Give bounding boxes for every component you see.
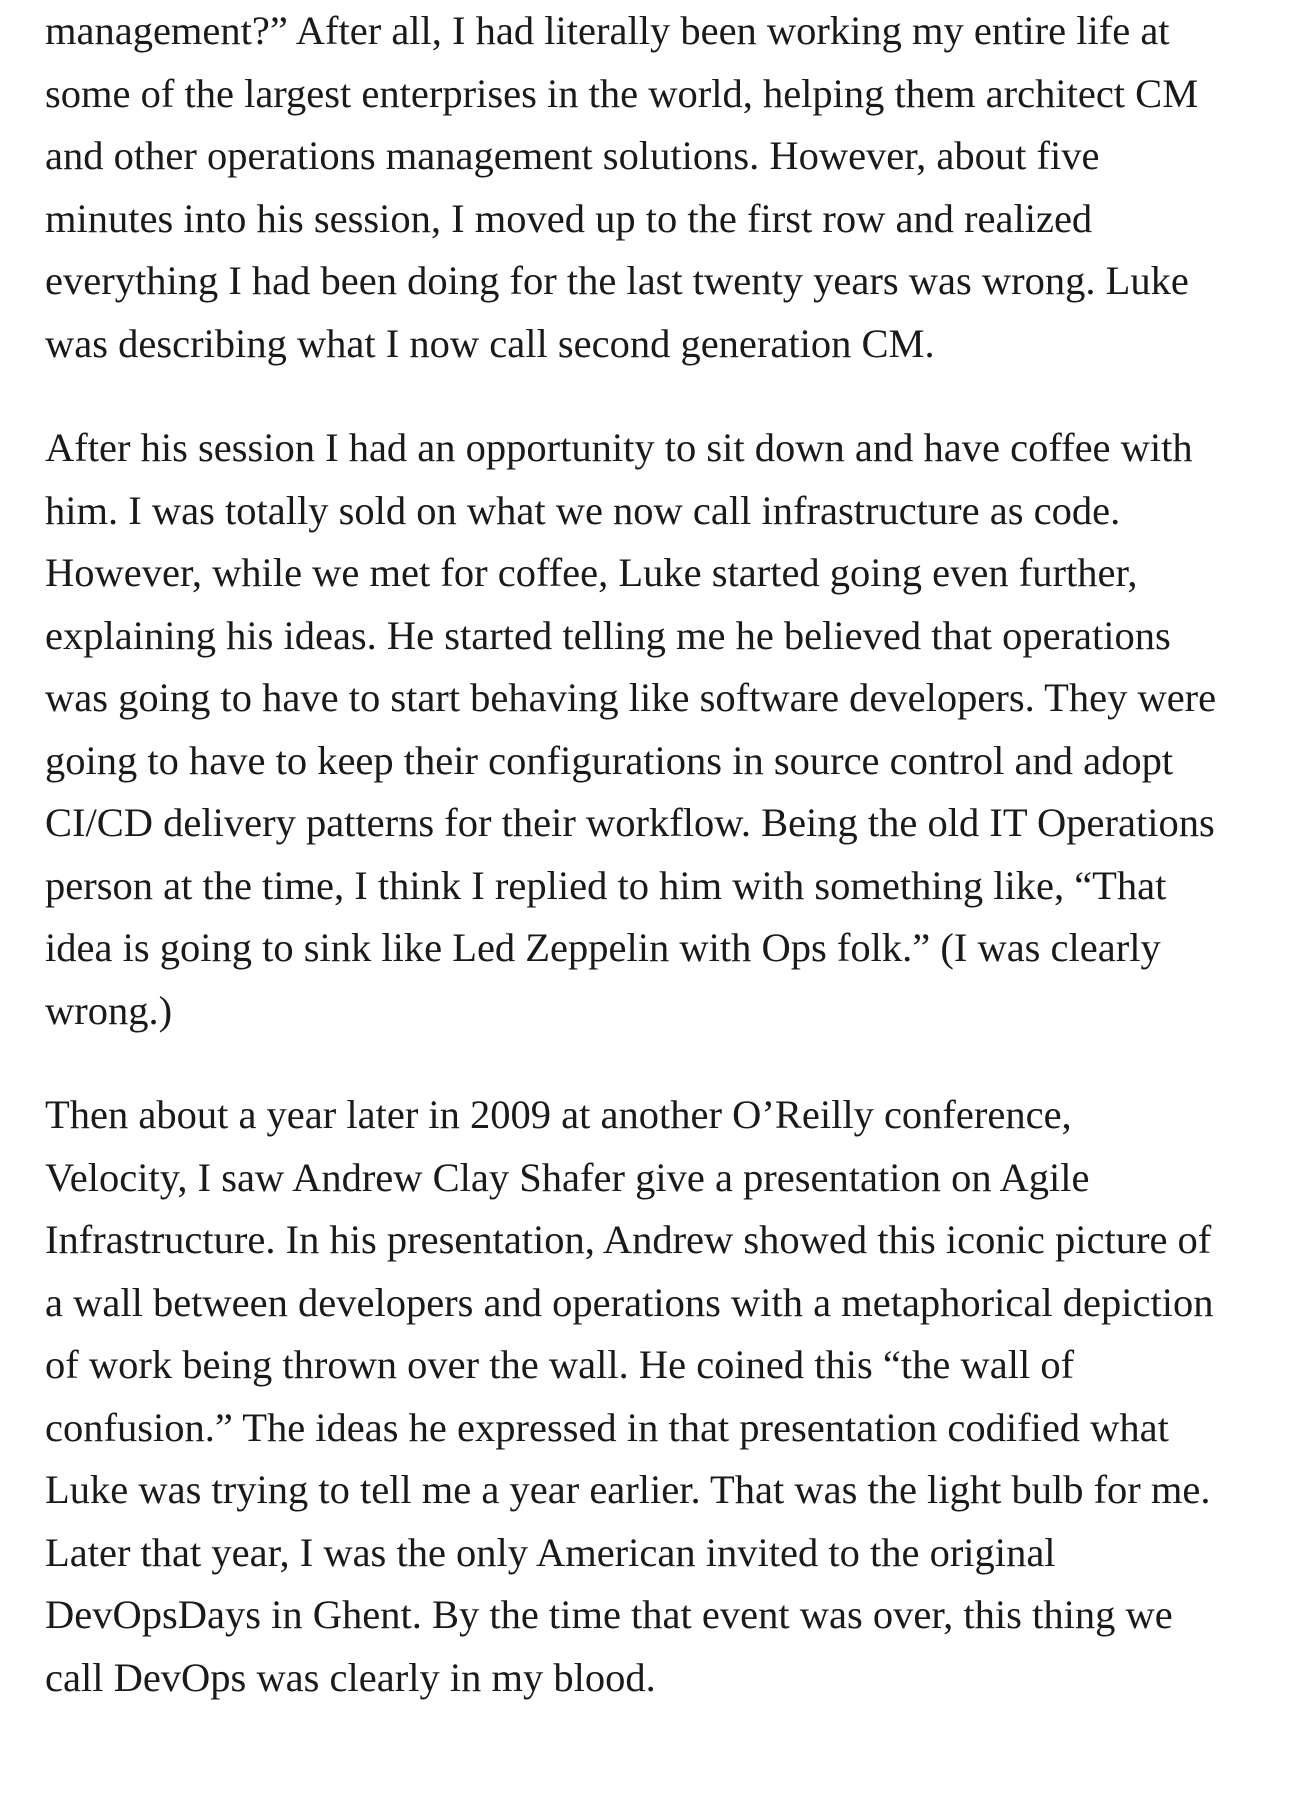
paragraph-2: [45, 417, 1270, 1042]
text-line: of work being thrown over the wall. He coined this “the wall of: [45, 1342, 1075, 1387]
text-line: going to have to keep their configurations in source control and adopt: [45, 737, 1174, 783]
text-line: confusion.” The ideas he expressed in that presentation codified what: [45, 1404, 1169, 1450]
text-line: everything I had been doing for the last twenty years was wrong. Luke: [45, 258, 1189, 303]
text-line: person at the time, I think I replied to him with something like, “That: [45, 862, 1167, 908]
text-line: Infrastructure. In his presentation, Andrew showed this iconic picture of: [45, 1217, 1212, 1262]
text-line: him. I was totally sold on what we now call infrastructure as code.: [45, 487, 1121, 533]
paragraph-3: [45, 1084, 1270, 1709]
text-line: CI/CD delivery patterns for their workflow. Being the old IT Operations: [45, 800, 1215, 845]
text-line: and other operations management solutions. However, about five: [45, 133, 1100, 178]
text-line: After his session I had an opportunity to sit down and have coffee with: [45, 425, 1193, 470]
text-line: Later that year, I was the only American invited to the original: [45, 1529, 1056, 1575]
text-line: explaining his ideas. He started telling me he believed that operations: [45, 612, 1171, 658]
document-page: [45, 0, 1270, 1709]
text-line: some of the largest enterprises in the world, helping them architect CM: [45, 70, 1199, 116]
text-line: Then about a year later in 2009 at another O’Reilly conference,: [45, 1092, 1072, 1137]
text-line: management?” After all, I had literally been working my entire life at: [45, 8, 1170, 53]
text-line: a wall between developers and operations with a metaphorical depiction: [45, 1279, 1214, 1325]
text-line: call DevOps was clearly in my blood.: [45, 1654, 656, 1700]
text-line: was describing what I now call second generation CM.: [45, 320, 935, 366]
text-line: Velocity, I saw Andrew Clay Shafer give a presentation on Agile: [45, 1154, 1090, 1200]
text-line: was going to have to start behaving like software developers. They were: [45, 675, 1217, 720]
text-line: Luke was trying to tell me a year earlier. That was the light bulb for me.: [45, 1467, 1211, 1512]
text-line: minutes into his session, I moved up to the first row and realized: [45, 195, 1093, 241]
paragraph-1: [45, 0, 1270, 375]
text-line: DevOpsDays in Ghent. By the time that event was over, this thing we: [45, 1592, 1173, 1637]
text-line: However, while we met for coffee, Luke started going even further,: [45, 550, 1138, 595]
text-line: wrong.): [45, 987, 173, 1033]
text-line: idea is going to sink like Led Zeppelin with Ops folk.” (I was clearly: [45, 925, 1161, 970]
